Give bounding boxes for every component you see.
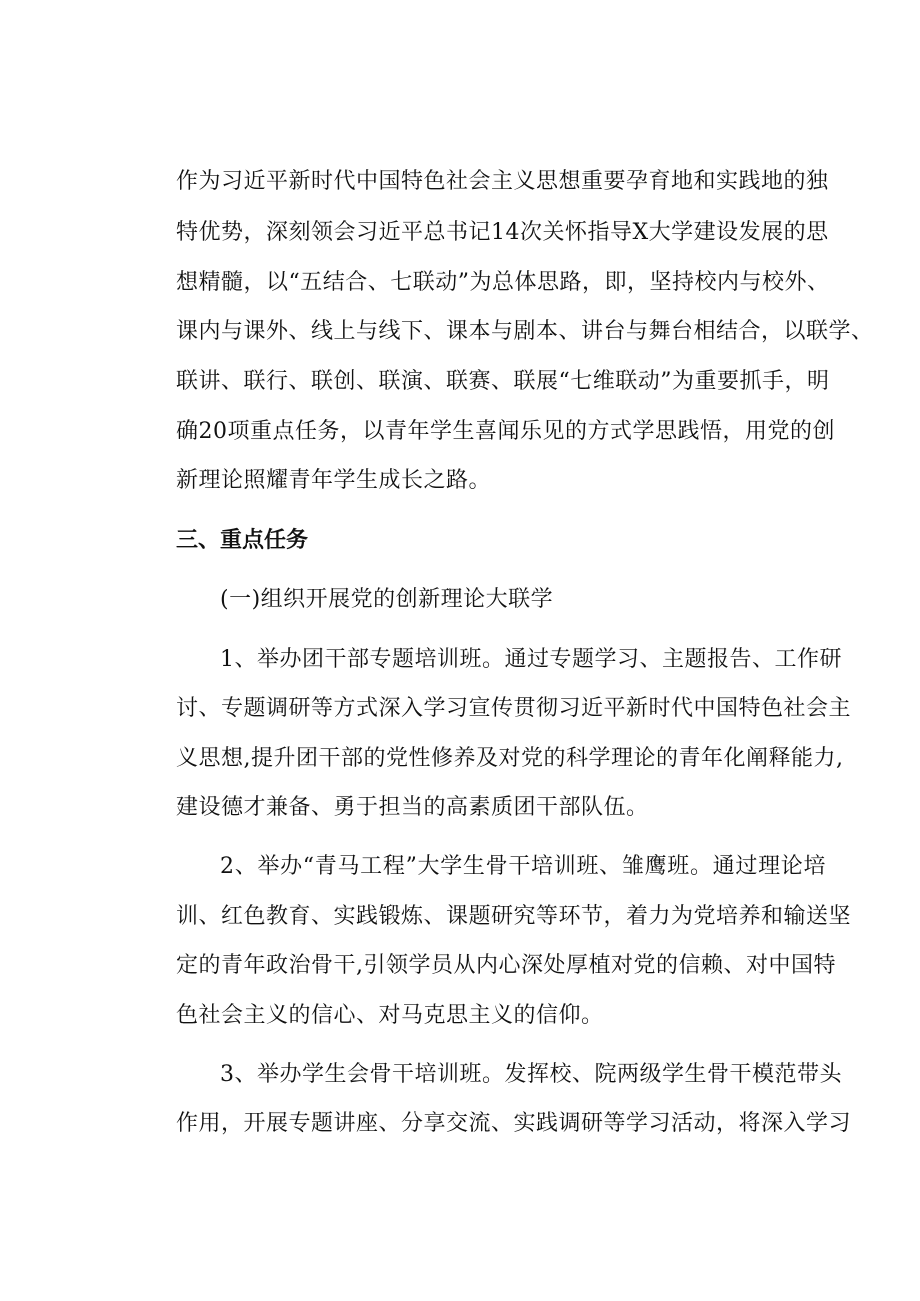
intro-line-1: 作为习近平新时代中国特色社会主义思想重要孕育地和实践地的独: [176, 169, 829, 194]
item-2-line-3: 定的青年政治骨干,引领学员从内心深处厚植对党的信赖、对中国特: [176, 953, 836, 978]
intro-line-3: 想精髓，以“五结合、七联动”为总体思路，即，坚持校内与校外、: [176, 270, 830, 295]
item-1-line-3: 义思想,提升团干部的党性修养及对党的科学理论的青年化阐释能力,: [176, 746, 844, 771]
item-2-line-1: 2、举办“青马工程”大学生骨干培训班、雏鹰班。通过理论培: [220, 854, 826, 879]
section-heading: 三、重点任务: [176, 528, 309, 553]
intro-line-6: 确20项重点任务，以青年学生喜闻乐见的方式学思践悟，用党的创: [176, 419, 835, 444]
item-3-line-1: 3、举办学生会骨干培训班。发挥校、院两级学生骨干模范带头: [220, 1062, 842, 1087]
item-2-line-4: 色社会主义的信心、对马克思主义的信仰。: [176, 1003, 604, 1028]
intro-line-5: 联讲、联行、联创、联演、联赛、联展“七维联动”为重要抓手，明: [176, 369, 830, 394]
item-1-line-4: 建设德才兼备、勇于担当的高素质团干部队伍。: [176, 795, 649, 820]
intro-line-2: 特优势，深刻领会习近平总书记14次关怀指导X大学建设发展的思: [176, 220, 829, 245]
item-1-line-2: 讨、专题调研等方式深入学习宣传贯彻习近平新时代中国特色社会主: [176, 696, 852, 721]
intro-line-4: 课内与课外、线上与线下、课本与剧本、讲台与舞台相结合，以联学、: [176, 319, 874, 344]
intro-line-7: 新理论照耀青年学生成长之路。: [176, 468, 492, 493]
item-1-line-1: 1、举办团干部专题培训班。通过专题学习、主题报告、工作研: [220, 647, 842, 672]
item-2-line-2: 训、红色教育、实践锻炼、课题研究等环节，着力为党培养和输送坚: [176, 904, 852, 929]
subsection-heading: (一)组织开展党的创新理论大联学: [220, 587, 554, 612]
item-3-line-2: 作用，开展专题讲座、分享交流、实践调研等学习活动，将深入学习: [176, 1111, 852, 1136]
